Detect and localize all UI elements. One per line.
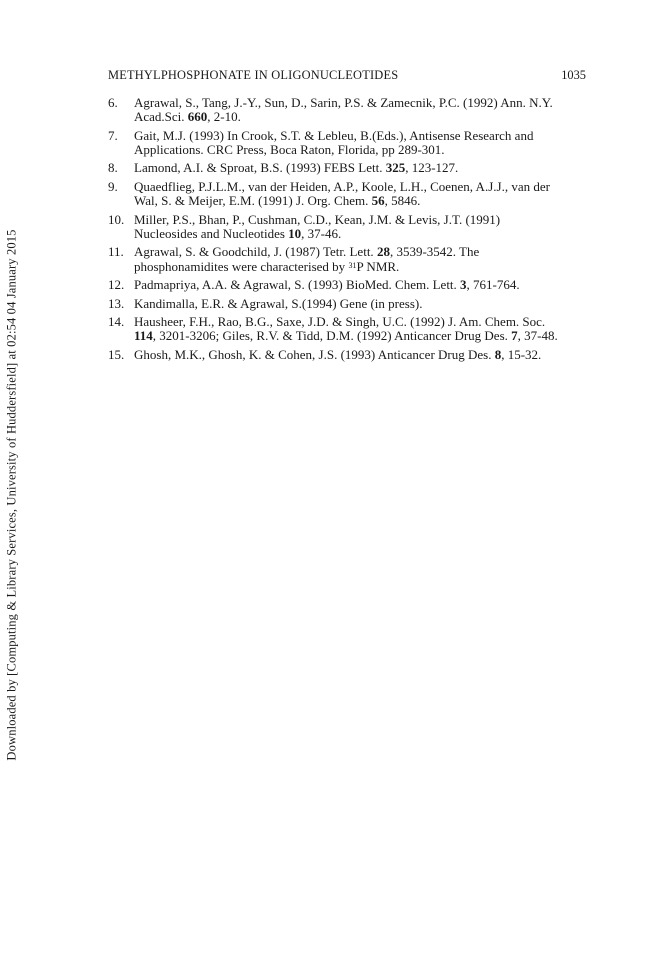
reference-text: Gait, M.J. (1993) In Crook, S.T. & Lebleu, B.(Eds.), Antisense Research and bbox=[134, 127, 534, 143]
running-header bbox=[108, 68, 586, 86]
reference-number: 9. bbox=[108, 178, 118, 194]
reference-number: 13. bbox=[108, 295, 125, 311]
reference-item-8: 8. Lamond, A.I. & Sproat, B.S. (1993) FEBS Lett. 325, 123-127. bbox=[108, 160, 459, 176]
reference-item-15: 15. Ghosh, M.K., Ghosh, K. & Cohen, J.S. (1993) Anticancer Drug Des. 8, 15-32. bbox=[108, 346, 542, 362]
reference-number: 12. bbox=[108, 277, 125, 293]
reference-number: 11. bbox=[108, 244, 124, 260]
reference-item-14: 14. Hausheer, F.H., Rao, B.G., Saxe, J.D. & Singh, U.C. (1992) J. Am. Chem. Soc. 114, 3201-3206; Giles, R.V. & Tidd, D.M. (1992) Anticancer Drug Des. 7, 37-48. bbox=[108, 314, 558, 344]
running-title: METHYLPHOSPHONATE IN OLIGONUCLEOTIDES bbox=[108, 68, 399, 82]
reference-number: 15. bbox=[108, 346, 125, 362]
reference-text: Lamond, A.I. & Sproat, B.S. (1993) FEBS Lett. bbox=[134, 160, 386, 176]
reference-text: Miller, P.S., Bhan, P., Cushman, C.D., Kean, J.M. & Levis, J.T. (1991) bbox=[134, 211, 501, 227]
volume-number: 10 bbox=[288, 225, 302, 241]
reference-list bbox=[108, 96, 588, 366]
volume-number: 325 bbox=[385, 160, 406, 176]
reference-number: 10. bbox=[108, 211, 125, 227]
page-number: 1035 bbox=[561, 68, 586, 82]
reference-item-9: 9. Quaedflieg, P.J.L.M., van der Heiden, A.P., Koole, L.H., Coenen, A.J.J., van der Wal, S. & Meijer, E.M. (1991) J. Org. Chem. 56, 5846. bbox=[108, 178, 550, 209]
reference-number: 6. bbox=[108, 95, 118, 110]
reference-item-11: 11. Agrawal, S. & Goodchild, J. (1987) Tetr. Lett. 28, 3539-3542. The phosphonamidites were characterised by $^{31}$P NMR. bbox=[108, 244, 480, 274]
reference-item-10: 10. Miller, P.S., Bhan, P., Cushman, C.D., Kean, J.M. & Levis, J.T. (1991) Nucleosides and Nucleotides 10, 37-46. bbox=[108, 211, 501, 241]
reference-text: Agrawal, S. & Goodchild, J. (1987) Tetr. Lett. bbox=[134, 244, 377, 260]
reference-text: Padmapriya, A.A. & Agrawal, S. (1993) BioMed. Chem. Lett. bbox=[134, 277, 461, 293]
download-watermark-text: Downloaded by [Computing & Library Services, University of Huddersfield] at 02:54 04 January 2015 bbox=[4, 229, 19, 761]
volume-number: 660 bbox=[187, 109, 208, 125]
volume-number: 8 bbox=[494, 346, 502, 362]
volume-number: 56 bbox=[371, 193, 385, 209]
reference-text: Hausheer, F.H., Rao, B.G., Saxe, J.D. & Singh, U.C. (1992) J. Am. Chem. Soc. bbox=[134, 314, 546, 330]
download-watermark bbox=[2, 225, 22, 765]
reference-item-7: 7. Gait, M.J. (1993) In Crook, S.T. & Lebleu, B.(Eds.), Antisense Research and Applications. CRC Press, Boca Raton, Florida, pp 289-301. bbox=[108, 127, 534, 157]
volume-number: 3 bbox=[460, 277, 467, 293]
volume-number: 114 bbox=[134, 328, 153, 344]
reference-text: Kandimalla, E.R. & Agrawal, S.(1994) Gene (in press). bbox=[134, 295, 423, 311]
reference-number: 7. bbox=[108, 127, 118, 143]
reference-item-12: 12. Padmapriya, A.A. & Agrawal, S. (1993) BioMed. Chem. Lett. 3, 761-764. bbox=[108, 277, 520, 293]
reference-number: 8. bbox=[108, 160, 118, 176]
reference-text: Agrawal, S., Tang, J.-Y., Sun, D., Sarin, P.S. & Zamecnik, P.C. (1992) Ann. N.Y. bbox=[134, 95, 553, 110]
reference-item-13 bbox=[108, 297, 588, 311]
reference-text: Quaedflieg, P.J.L.M., van der Heiden, A.P., Koole, L.H., Coenen, A.J.J., van der bbox=[134, 178, 550, 194]
reference-text: Ghosh, M.K., Ghosh, K. & Cohen, J.S. (1993) Anticancer Drug Des. bbox=[134, 346, 495, 362]
reference-item-6: 6. Agrawal, S., Tang, J.-Y., Sun, D., Sarin, P.S. & Zamecnik, P.C. (1992) Ann. N.Y. Acad.Sci. 660, 2-10. bbox=[108, 95, 553, 125]
volume-number: 28 bbox=[376, 244, 390, 260]
reference-number: 14. bbox=[108, 314, 125, 330]
isotope-superscript: 31 bbox=[348, 260, 357, 270]
volume-number: 7 bbox=[511, 328, 518, 344]
